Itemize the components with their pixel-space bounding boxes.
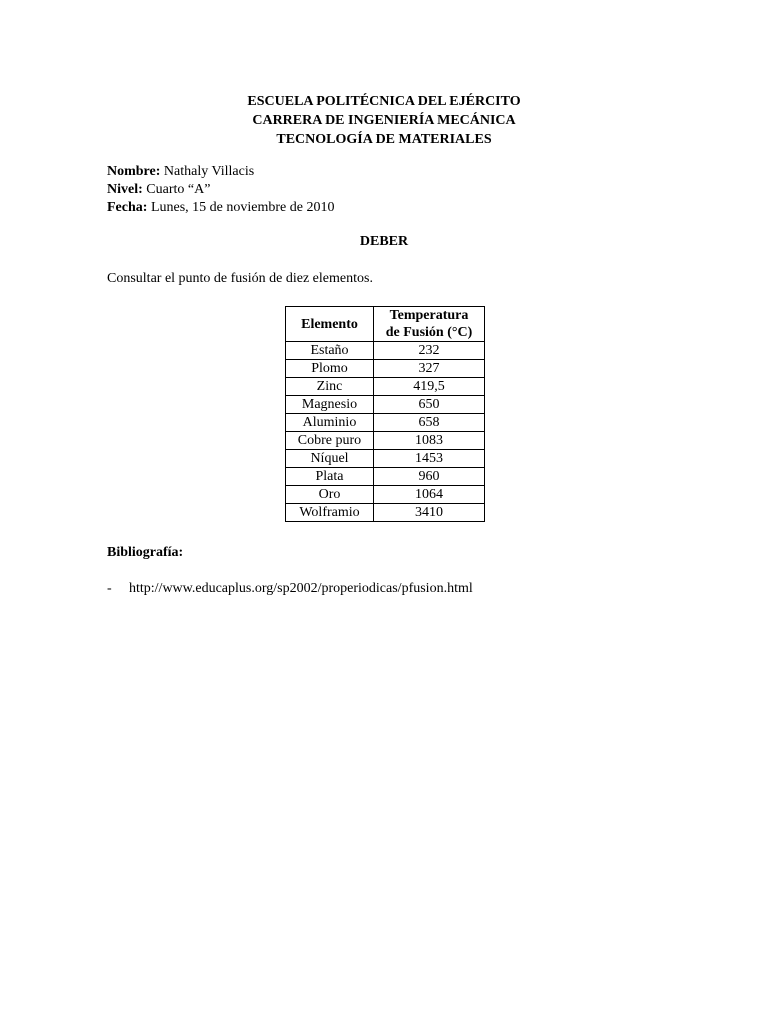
temperature-cell: 3410 xyxy=(374,504,485,522)
element-cell: Cobre puro xyxy=(286,432,374,450)
column-header-elemento: Elemento xyxy=(286,307,374,342)
bibliography-item xyxy=(107,581,473,597)
table-row xyxy=(286,504,485,522)
table-row xyxy=(286,396,485,414)
temperature-cell: 1453 xyxy=(374,450,485,468)
temperature-cell: 960 xyxy=(374,468,485,486)
table-row xyxy=(286,486,485,504)
table-row xyxy=(286,414,485,432)
table-row xyxy=(286,432,485,450)
temperature-cell: 658 xyxy=(374,414,485,432)
nombre-label: Nombre: xyxy=(107,164,161,179)
nombre-value: Nathaly Villacis xyxy=(163,164,255,179)
element-cell: Níquel xyxy=(286,450,374,468)
course-name: TECNOLOGÍA DE MATERIALES xyxy=(276,132,492,147)
element-cell: Oro xyxy=(286,486,374,504)
table-row xyxy=(286,450,485,468)
temperature-cell: 327 xyxy=(374,360,485,378)
bibliography-title: Bibliografía: xyxy=(107,545,184,560)
career-name: CARRERA DE INGENIERÍA MECÁNICA xyxy=(252,113,516,128)
element-cell: Plata xyxy=(286,468,374,486)
column-header-temperatura xyxy=(374,307,485,342)
nivel-label: Nivel: xyxy=(107,182,143,197)
table-row xyxy=(286,360,485,378)
table-body xyxy=(286,342,485,522)
table-row xyxy=(286,378,485,396)
fecha-label: Fecha: xyxy=(107,200,148,215)
element-cell: Magnesio xyxy=(286,396,374,414)
document-header xyxy=(0,92,768,149)
column-header-temperatura-line2: de Fusión (°C) xyxy=(385,325,473,340)
fecha-row xyxy=(107,199,334,217)
element-cell: Plomo xyxy=(286,360,374,378)
temperature-cell: 1064 xyxy=(374,486,485,504)
list-bullet: - xyxy=(107,581,112,596)
bibliography-url: http://www.educaplus.org/sp2002/properiodicas/pfusion.html xyxy=(129,581,473,596)
table-row xyxy=(286,342,485,360)
instruction-text: Consultar el punto de fusión de diez elementos. xyxy=(107,271,373,286)
column-header-temperatura-line1: Temperatura xyxy=(389,308,469,323)
element-cell: Zinc xyxy=(286,378,374,396)
student-info xyxy=(107,163,334,217)
nivel-value: Cuarto “A” xyxy=(146,182,211,197)
section-title: DEBER xyxy=(359,234,409,249)
element-cell: Wolframio xyxy=(286,504,374,522)
temperature-cell: 650 xyxy=(374,396,485,414)
element-cell: Aluminio xyxy=(286,414,374,432)
fecha-value: Lunes, 15 de noviembre de 2010 xyxy=(150,200,335,215)
table-header-row xyxy=(286,307,485,342)
temperature-cell: 1083 xyxy=(374,432,485,450)
element-cell: Estaño xyxy=(286,342,374,360)
temperature-cell: 419,5 xyxy=(374,378,485,396)
nivel-row xyxy=(107,181,334,199)
bibliography-list xyxy=(107,581,473,597)
temperature-cell: 232 xyxy=(374,342,485,360)
melting-point-table xyxy=(285,306,485,522)
nombre-row xyxy=(107,163,334,181)
table-row xyxy=(286,468,485,486)
school-name: ESCUELA POLITÉCNICA DEL EJÉRCITO xyxy=(247,94,521,109)
